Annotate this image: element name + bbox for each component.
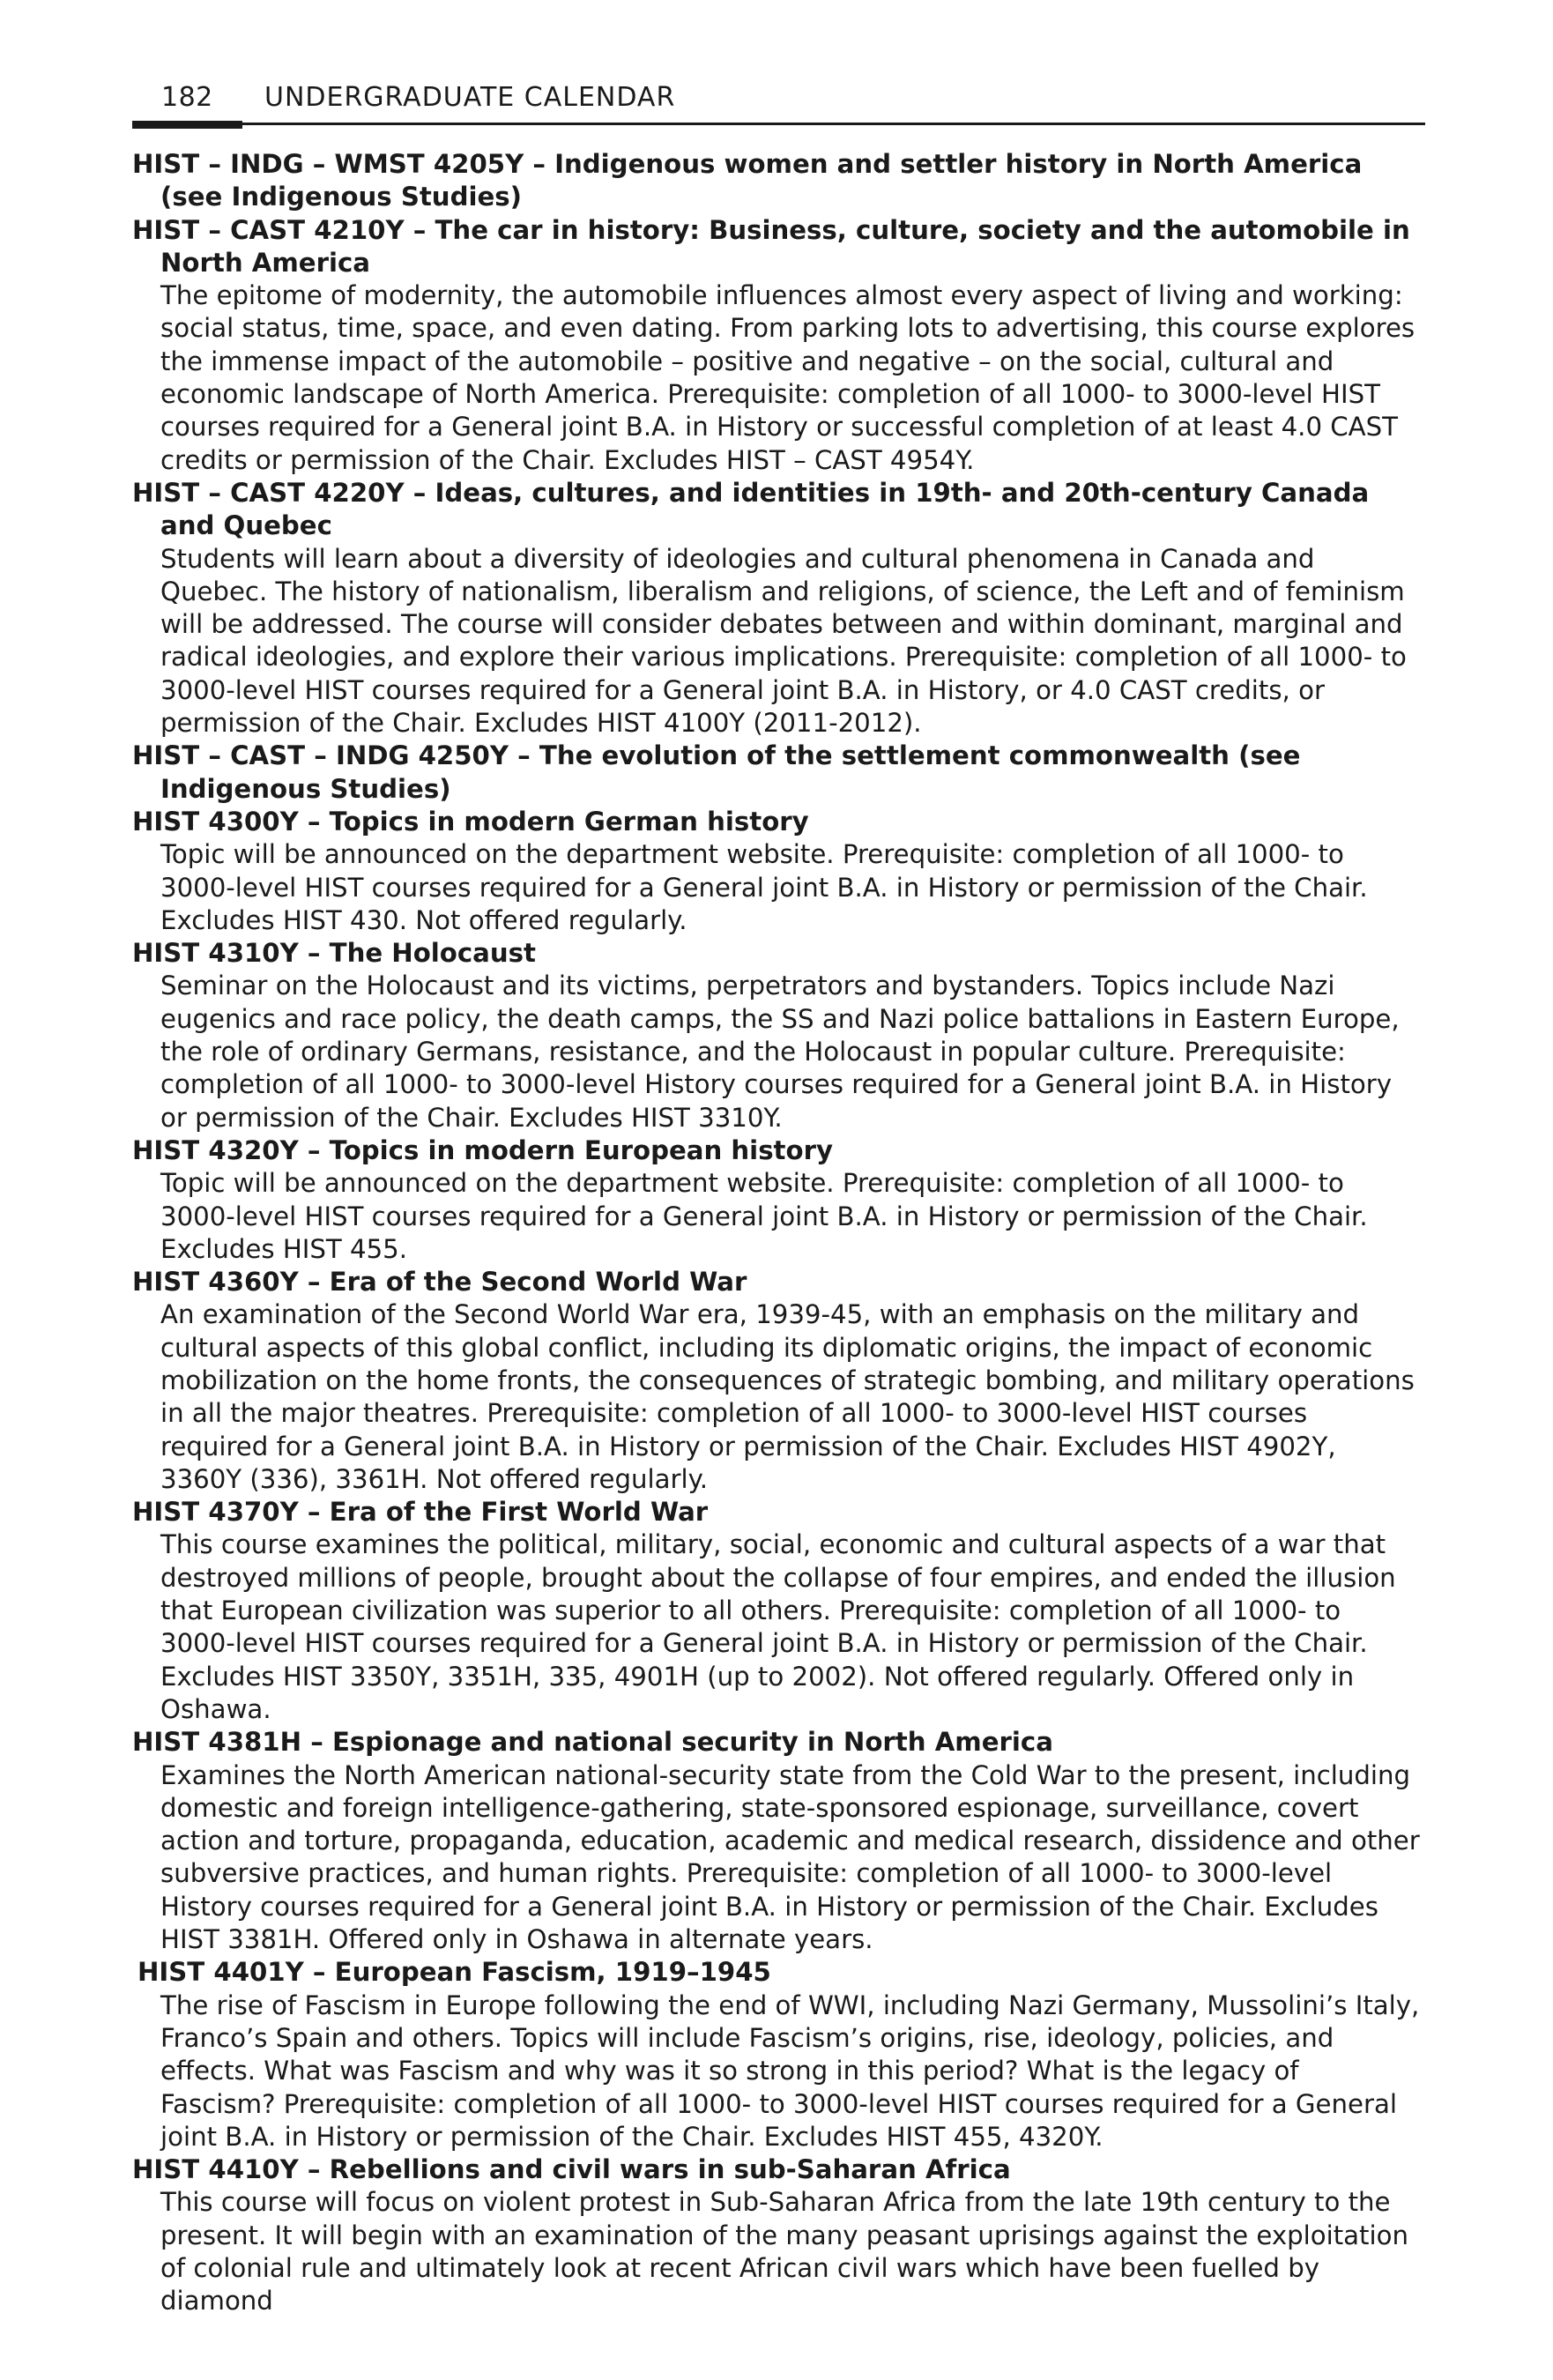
course-description: Examines the North American national-security state from the Cold War to the present, including domestic and foreign intelligence-gathering, state-sponsored espionage, surveillance, covert action and torture, propaganda, education, academic and medical research, dissidence and other subversive practices, and human rights. Prerequisite: completion of all 1000- to 3000-level History courses required for a General joint B.A. in History or permission of the Chair. Excludes HIST 3381H. Offered only in Oshawa in alternate years. bbox=[160, 1759, 1420, 1955]
page-number: 182 bbox=[161, 82, 213, 113]
header-rule bbox=[132, 123, 1425, 125]
course-title: HIST – CAST – INDG 4250Y – The evolution of the settlement commonwealth (see Indigenous Studies) bbox=[132, 740, 1301, 804]
course-entry bbox=[132, 740, 1421, 806]
page-header bbox=[132, 81, 1421, 123]
course-description: An examination of the Second World War era, 1939-45, with an emphasis on the military and cultural aspects of this global conflict, including its diplomatic origins, the impact of economic mobilization on the home fronts, the consequences of strategic bombing, and military operations in all the major theatres. Prerequisite: completion of all 1000- to 3000-level HIST courses required for a General joint B.A. in History or permission of the Chair. Excludes HIST 4902Y, 3360Y (336), 3361H. Not offered regularly. bbox=[160, 1299, 1415, 1494]
course-entry bbox=[132, 1266, 1421, 1496]
course-title: HIST 4401Y – European Fascism, 1919–1945 bbox=[137, 1957, 771, 1988]
course-description: Seminar on the Holocaust and its victims, perpetrators and bystanders. Topics include Nazi eugenics and race policy, the death camps, the SS and Nazi police battalions in Eastern Europe, the role of ordinary Germans, resistance, and the Holocaust in popular culture. Prerequisite: completion of all 1000- to 3000-level History courses required for a General joint B.A. in History or permission of the Chair. Excludes HIST 3310Y. bbox=[160, 971, 1400, 1133]
course-entry bbox=[132, 477, 1421, 740]
calendar-page bbox=[132, 81, 1421, 2318]
course-title: HIST 4381H – Espionage and national security in North America bbox=[132, 1727, 1053, 1758]
course-entry bbox=[132, 214, 1421, 477]
course-entry bbox=[132, 2153, 1421, 2317]
course-title: HIST 4300Y – Topics in modern German history bbox=[132, 806, 809, 837]
course-entry bbox=[132, 1726, 1421, 1956]
course-description: Topic will be announced on the department website. Prerequisite: completion of all 1000- to 3000-level HIST courses required for a General joint B.A. in History or permission of the Chair. Excludes HIST 455. bbox=[160, 1168, 1368, 1264]
course-description: This course will focus on violent protest in Sub-Saharan Africa from the late 19th century to the present. It will begin with an examination of the many peasant uprisings against the exploitation of colonial rule and ultimately look at recent African civil wars which have been fuelled by diamond bbox=[160, 2187, 1408, 2317]
course-entry bbox=[132, 937, 1421, 1134]
course-entry bbox=[132, 1956, 1421, 2153]
course-title: HIST – CAST 4220Y – Ideas, cultures, and identities in 19th- and 20th-century Canada and Quebec bbox=[132, 477, 1370, 541]
course-description: Topic will be announced on the department website. Prerequisite: completion of all 1000- to 3000-level HIST courses required for a General joint B.A. in History or permission of the Chair. Excludes HIST 430. Not offered regularly. bbox=[160, 839, 1368, 935]
course-description: This course examines the political, military, social, economic and cultural aspects of a war that destroyed millions of people, brought about the collapse of four empires, and ended the illusion that European civilization was superior to all others. Prerequisite: completion of all 1000- to 3000-level HIST courses required for a General joint B.A. in History or permission of the Chair. Excludes HIST 3350Y, 3351H, 335, 4901H (up to 2002). Not offered regularly. Offered only in Oshawa. bbox=[160, 1529, 1396, 1724]
course-description: The rise of Fascism in Europe following the end of WWI, including Nazi Germany, Mussolini’s Italy, Franco’s Spain and others. Topics will include Fascism’s origins, rise, ideology, policies, and effects. What was Fascism and why was it so strong in this period? What is the legacy of Fascism? Prerequisite: completion of all 1000- to 3000-level HIST courses required for a General joint B.A. in History or permission of the Chair. Excludes HIST 455, 4320Y. bbox=[160, 1990, 1420, 2152]
course-entry bbox=[132, 1496, 1421, 1726]
course-title: HIST – INDG – WMST 4205Y – Indigenous women and settler history in North America (see Indigenous Studies) bbox=[132, 149, 1363, 212]
course-title: HIST 4370Y – Era of the First World War bbox=[132, 1497, 709, 1528]
course-description: The epitome of modernity, the automobile influences almost every aspect of living and working: social status, time, space, and even dating. From parking lots to advertising, this course explores the immense impact of the automobile – positive and negative – on the social, cultural and economic landscape of North America. Prerequisite: completion of all 1000- to 3000-level HIST courses required for a General joint B.A. in History or successful completion of at least 4.0 CAST credits or permission of the Chair. Excludes HIST – CAST 4954Y. bbox=[160, 280, 1416, 475]
course-entry bbox=[132, 806, 1421, 937]
course-title: HIST – CAST 4210Y – The car in history: Business, culture, society and the automobile in North America bbox=[132, 214, 1410, 278]
course-title: HIST 4360Y – Era of the Second World War bbox=[132, 1267, 747, 1298]
course-title: HIST 4310Y – The Holocaust bbox=[132, 938, 536, 969]
course-entry bbox=[132, 148, 1421, 214]
course-list bbox=[132, 148, 1421, 2318]
header-accent-bar bbox=[132, 121, 242, 129]
course-description: Students will learn about a diversity of ideologies and cultural phenomena in Canada and Quebec. The history of nationalism, liberalism and religions, of science, the Left and of feminism will be addressed. The course will consider debates between and within dominant, marginal and radical ideologies, and explore their various implications. Prerequisite: completion of all 1000- to 3000-level HIST courses required for a General joint B.A. in History, or 4.0 CAST credits, or permission of the Chair. Excludes HIST 4100Y (2011-2012). bbox=[160, 543, 1407, 739]
course-title: HIST 4410Y – Rebellions and civil wars in sub-Saharan Africa bbox=[132, 2154, 1011, 2185]
course-entry bbox=[132, 1134, 1421, 1266]
course-title: HIST 4320Y – Topics in modern European history bbox=[132, 1134, 833, 1165]
section-title: UNDERGRADUATE CALENDAR bbox=[264, 82, 676, 113]
